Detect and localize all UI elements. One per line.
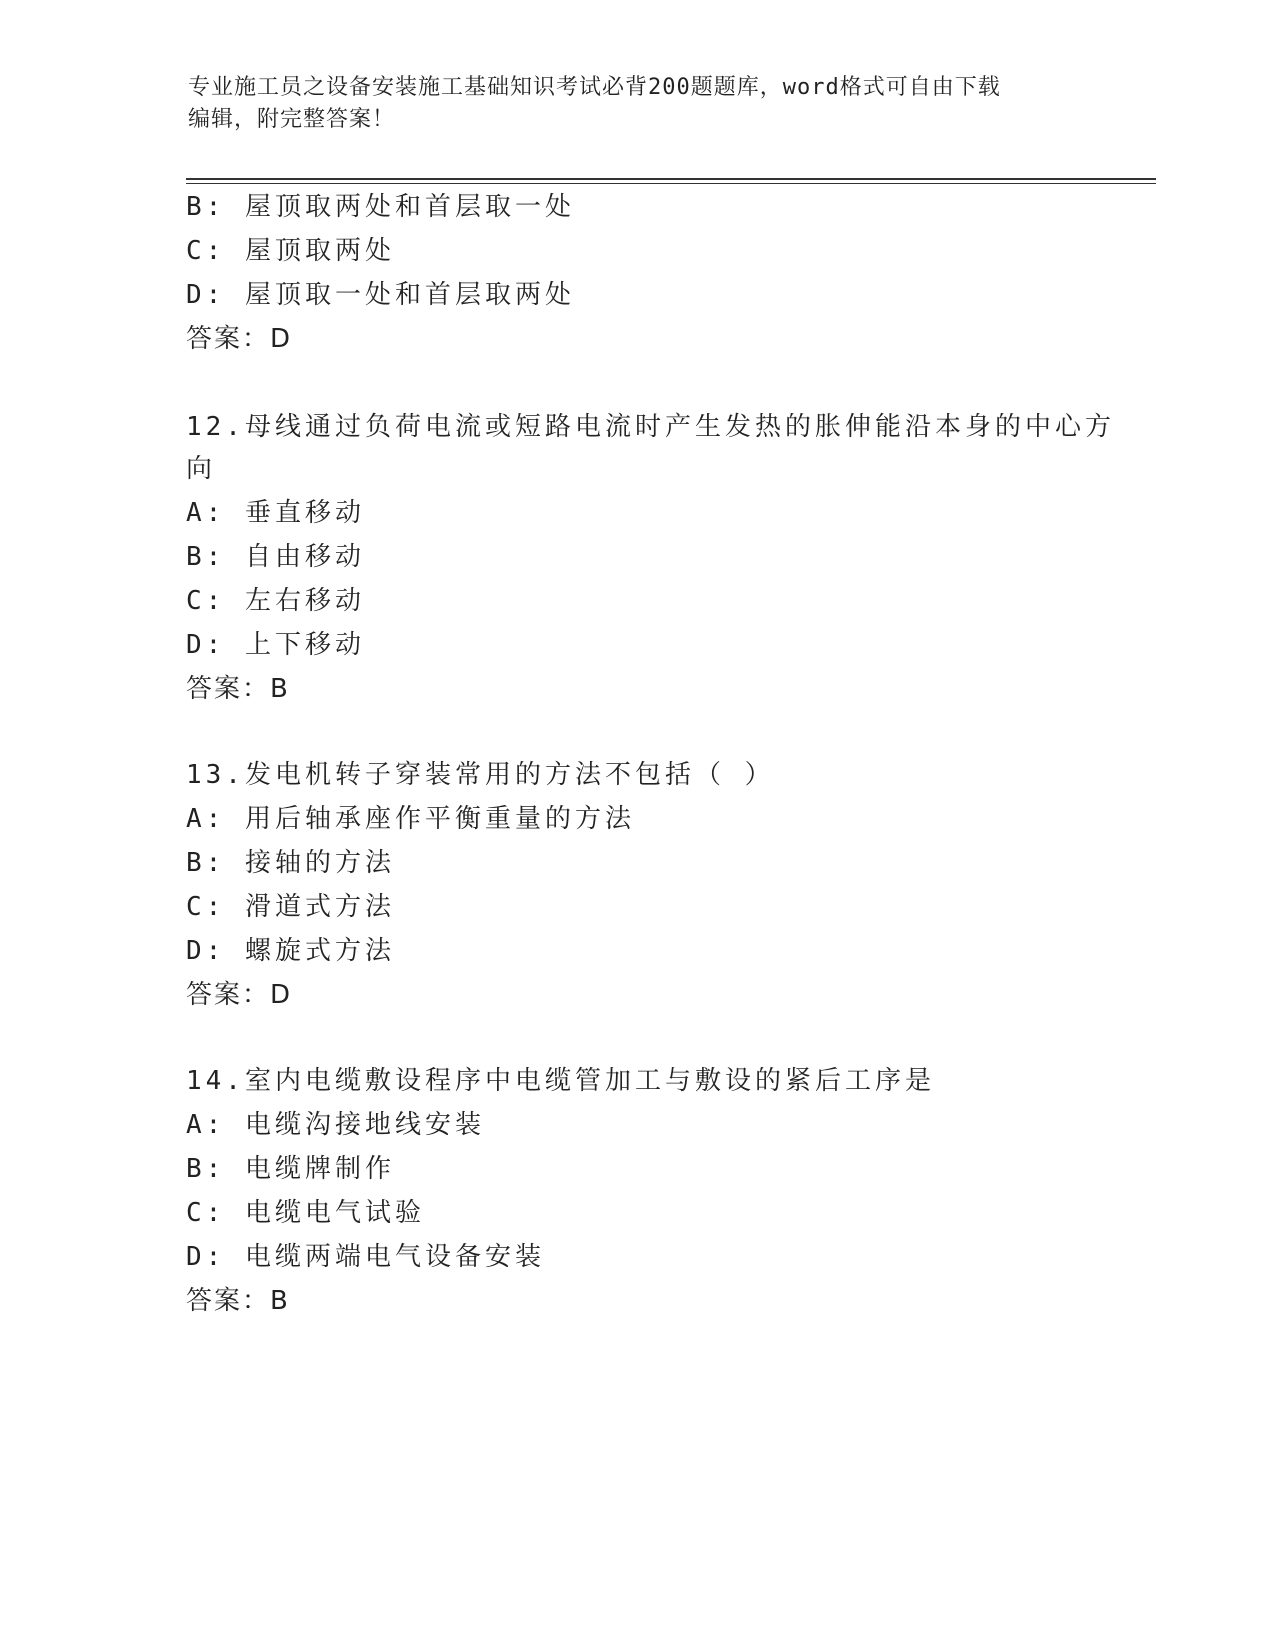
q12-stem-line-1: 12.母线通过负荷电流或短路电流时产生发热的胀伸能沿本身的中心方 (186, 412, 1115, 442)
prev-option-c: C: 屋顶取两处 (186, 236, 395, 266)
prev-option-d: D: 屋顶取一处和首层取两处 (186, 280, 575, 310)
q13-option-d: D: 螺旋式方法 (186, 936, 395, 966)
q12-option-a: A: 垂直移动 (186, 498, 365, 528)
header-line-1: 专业施工员之设备安装施工基础知识考试必背200题题库，word格式可自由下载 (188, 75, 1001, 100)
prev-option-b: B: 屋顶取两处和首层取一处 (186, 192, 575, 222)
q14-option-b: B: 电缆牌制作 (186, 1154, 395, 1184)
prev-answer: 答案：D (186, 324, 293, 354)
document-header (188, 72, 1088, 136)
q13-answer: 答案：D (186, 980, 293, 1010)
q14-option-c: C: 电缆电气试验 (186, 1198, 425, 1228)
q12-option-b: B: 自由移动 (186, 542, 365, 572)
header-line-2: 编辑，附完整答案！ (188, 107, 396, 132)
q13-option-c: C: 滑道式方法 (186, 892, 395, 922)
q13-option-b: B: 接轴的方法 (186, 848, 395, 878)
q14-option-d: D: 电缆两端电气设备安装 (186, 1242, 545, 1272)
header-divider-thin (186, 183, 1156, 184)
q14-answer: 答案：B (186, 1286, 290, 1316)
q12-option-c: C: 左右移动 (186, 586, 365, 616)
q13-option-a: A: 用后轴承座作平衡重量的方法 (186, 804, 635, 834)
q12-stem-line-2: 向 (186, 454, 217, 484)
q13-stem: 13.发电机转子穿装常用的方法不包括（ ） (186, 760, 775, 790)
q14-option-a: A: 电缆沟接地线安装 (186, 1110, 485, 1140)
header-divider-thick (186, 178, 1156, 180)
q14-stem: 14.室内电缆敷设程序中电缆管加工与敷设的紧后工序是 (186, 1066, 935, 1096)
q12-option-d: D: 上下移动 (186, 630, 365, 660)
q12-answer: 答案：B (186, 674, 290, 704)
